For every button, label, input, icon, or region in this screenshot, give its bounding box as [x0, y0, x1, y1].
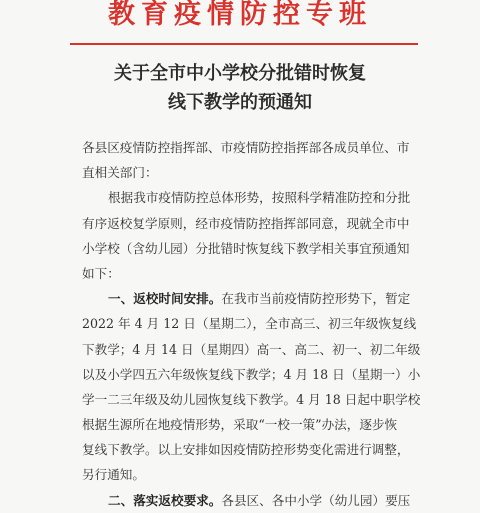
section-2-heading: 二、落实返校要求。: [108, 492, 222, 508]
notice-title-line-2: 线下教学的预通知: [168, 92, 312, 113]
notice-title-line-1: 关于全市中小学校分批错时恢复: [114, 63, 366, 84]
section-1-line: 另行通知。: [82, 467, 145, 483]
addressee-line-2: 直相关部门：: [82, 165, 158, 181]
header-banner: [0, 0, 480, 44]
section-1-line: 根据生源所在地疫情形势，采取“一校一策”办法，逐步恢: [82, 417, 398, 433]
header-divider: [70, 43, 418, 45]
section-1-line: 2022 年 4 月 12 日（星期二），全市高三、初三年级恢复线: [82, 316, 417, 332]
notice-body: [82, 135, 428, 513]
section-1-first-line-text: 在我市当前疫情防控形势下，暂定: [221, 291, 411, 307]
section-1-line: 复线下教学。以上安排如因疫情防控形势变化需进行调整，: [82, 442, 410, 458]
section-2-first-line-text: 各县区、各中小学（幼儿园）要压: [221, 492, 411, 508]
section-1-line: 学一二三年级及幼儿园恢复线下教学。4 月 18 日起中职学校: [82, 391, 421, 407]
intro-line-1: 根据我市疫情防控总体形势，按照科学精准防控和分批: [108, 190, 411, 206]
intro-line-2: 有序返校复学原则，经市疫情防控指挥部同意，现就全市中: [82, 215, 410, 231]
intro-line-3: 小学校（含幼儿园）分批错时恢复线下教学相关事宜预通知: [82, 240, 410, 256]
banner-title: 教育疫情防控专班: [108, 0, 372, 30]
section-1-heading: 一、返校时间安排。: [108, 291, 222, 307]
intro-line-4: 如下：: [82, 265, 120, 281]
section-1-line: 以及小学四五六年级恢复线下教学；4 月 18 日（星期一）小: [82, 366, 421, 382]
addressee-line-1: 各县区疫情防控指挥部、市疫情防控指挥部各成员单位、市: [82, 140, 410, 155]
section-2-first-line: [82, 488, 428, 513]
section-1-line: 下教学；4 月 14 日（星期四）高一、高二、初一、初二年级: [82, 341, 421, 357]
notice-title: [0, 59, 480, 117]
section-1-first-line: [82, 286, 428, 311]
